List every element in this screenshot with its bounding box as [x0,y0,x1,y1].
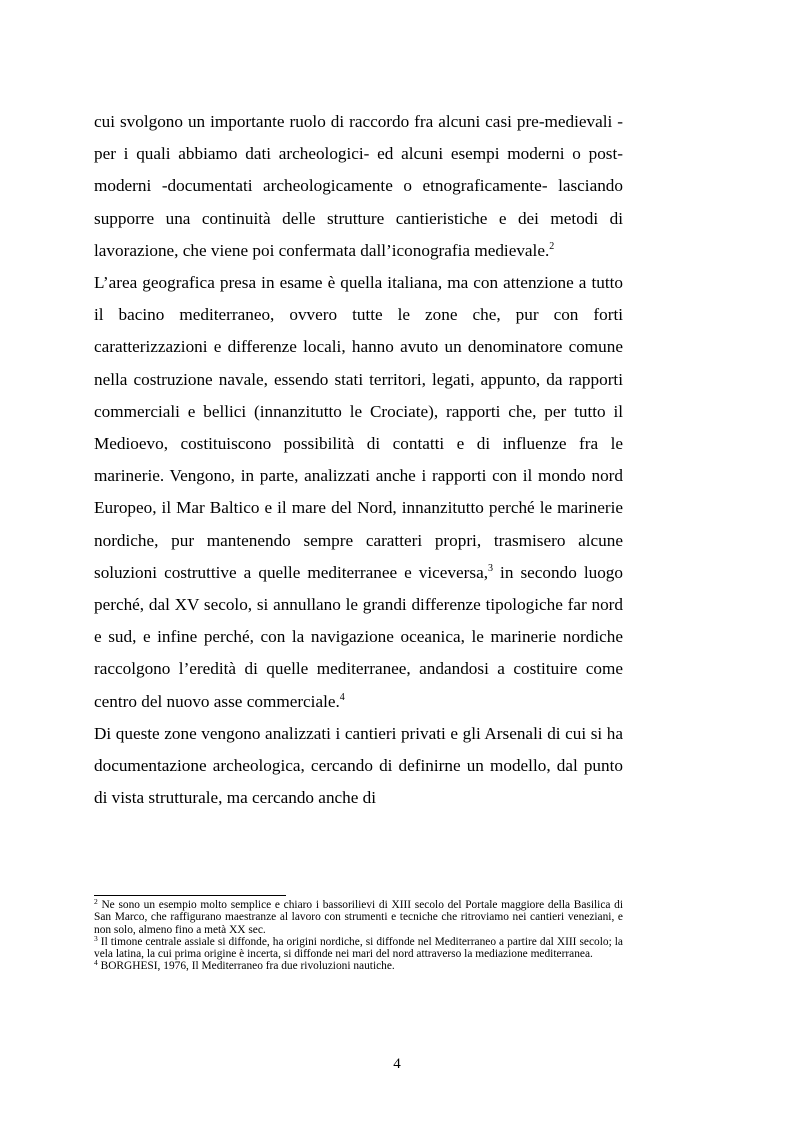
page-number: 4 [393,1056,401,1072]
footnote-number: 4 [94,958,98,968]
footnote-ref: 4 [339,691,345,703]
footnote [94,933,623,961]
paragraph [94,267,623,718]
main-text [94,106,623,814]
footnote-number: 3 [94,933,98,943]
footnote [94,960,623,972]
footnote [94,899,623,936]
footnote-text: Il timone centrale assiale si diffonde, ha origini nordiche, si diffonde nel Mediterraneo a partire dal XIII secolo; la vela latina, la cui prima origine è incerta, si diffonde nei mari del nord attraverso la mediazione mediterranea. [94,935,623,961]
paragraph [94,106,623,267]
footnote-text: Ne sono un esempio molto semplice e chiaro i bassorilievi di XIII secolo del Portale maggiore della Basilica di San Marco, che raffigurano maestranze al lavoro con strumenti e tecniche che ritroviamo nei cantieri veneziani, e non solo, almeno fino a metà XX sec. [94,899,623,936]
footnotes [94,899,623,973]
footnote-number: 2 [94,897,98,906]
paragraph-text: L’area geografica presa in esame è quella italiana, ma con attenzione a tutto il bacino mediterraneo, ovvero tutte le zone che, pur con forti caratterizzazioni e differenze locali, hanno avuto un denominatore comune nella costruzione navale, essendo stati territori, legati, appunto, da rapporti commerciali e bellici (innanzitutto le Crociate), rapporti che, per tutto il Medioevo, costituiscono possibilità di contatti e di influenze fra le marinerie. Vengono, in parte, analizzati anche i rapporti con il mondo nord Europeo, il Mar Baltico e il mare del Nord, innanzitutto perché le marinerie nordiche, pur mantenendo sempre caratteri propri, trasmisero alcune soluzioni costruttive a quelle mediterranee e viceversa, [94,273,623,582]
footnote-ref: 3 [488,562,493,574]
footnote-separator [94,895,286,896]
paragraph-text: Di queste zone vengono analizzati i cantieri privati e gli Arsenali di cui si ha documentazione archeologica, cercando di definirne un modello, dal punto di vista strutturale, ma cercando anche di [94,723,623,808]
paragraph [94,718,623,815]
paragraph-text: in secondo luogo perché, dal XV secolo, si annullano le grandi differenze tipologiche far nord e sud, e infine perché, con la navigazione oceanica, le marinerie nordiche raccolgono l’eredità di quelle mediterranee, andandosi a costituire come centro del nuovo asse commerciale. [94,562,623,711]
footnote-ref: 2 [549,240,555,252]
paragraph-text: cui svolgono un importante ruolo di raccordo fra alcuni casi pre-medievali - per i quali abbiamo dati archeologici- ed alcuni esempi moderni o post-moderni -documentati archeologicamente o etnograficamente- lasciando supporre una continuità delle strutture cantieristiche e dei metodi di lavorazione, che viene poi confermata dall’iconografia medievale. [94,112,623,260]
footnote-text: BORGHESI, 1976, Il Mediterraneo fra due rivoluzioni nautiche. [97,960,395,973]
